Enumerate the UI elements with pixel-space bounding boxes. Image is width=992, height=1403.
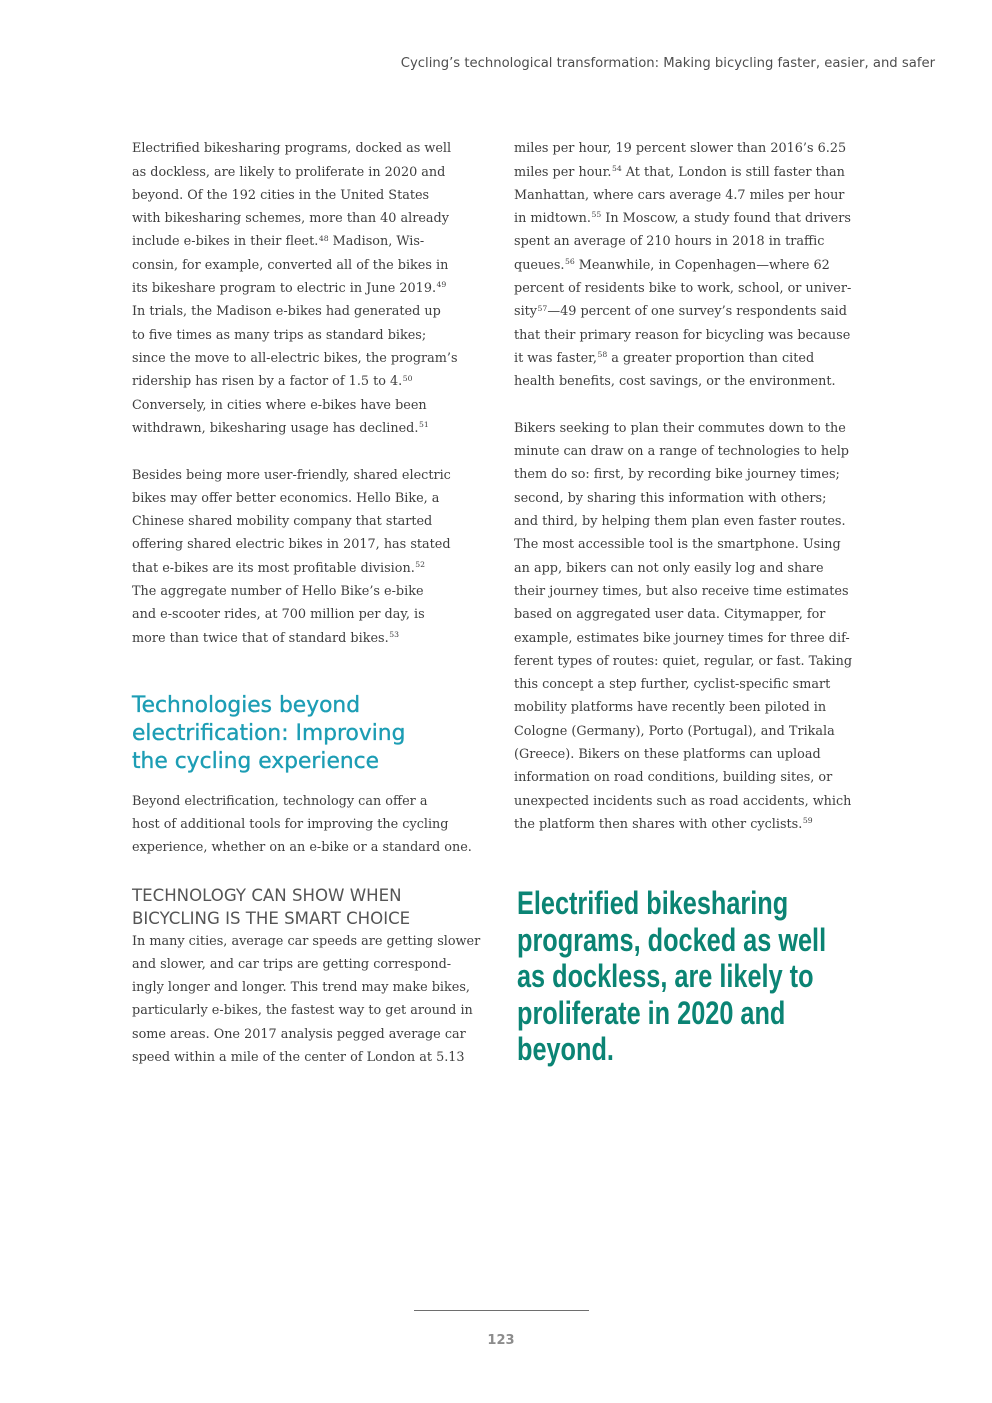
body-text-line bbox=[514, 673, 852, 696]
body-text-line bbox=[514, 813, 852, 836]
section-heading-line bbox=[132, 692, 405, 720]
text-run: BICYCLING IS THE SMART CHOICE bbox=[132, 908, 411, 928]
text-run: TECHNOLOGY CAN SHOW WHEN bbox=[132, 885, 402, 905]
subheading bbox=[132, 884, 410, 931]
running-header: Cycling’s technological transformation: Making bicycling faster, easier, and safer bbox=[400, 56, 935, 71]
text-run: Electrified bikesharing bbox=[517, 885, 789, 921]
body-text-line bbox=[514, 766, 852, 789]
text-run: example, estimates bike journey times for three dif- bbox=[514, 630, 850, 646]
body-text-line bbox=[514, 487, 852, 510]
body-paragraph bbox=[132, 790, 472, 860]
text-run: The aggregate number of Hello Bike’s e-bike bbox=[132, 583, 424, 599]
text-run: unexpected incidents such as road accidents, which bbox=[514, 793, 852, 809]
body-paragraph bbox=[132, 930, 480, 1070]
pull-quote-line bbox=[517, 1031, 826, 1068]
text-run: sity bbox=[514, 304, 538, 320]
text-run: minute can draw on a range of technologies to help bbox=[514, 444, 849, 460]
text-run: queues. bbox=[514, 257, 565, 273]
text-run: as dockless, are likely to bbox=[517, 958, 814, 994]
right-column bbox=[514, 0, 874, 1403]
body-text-line bbox=[514, 580, 852, 603]
body-text-line bbox=[514, 557, 852, 580]
footnote-ref: 57 bbox=[537, 303, 548, 313]
text-run: more than twice that of standard bikes. bbox=[132, 630, 389, 646]
text-run: the cycling experience bbox=[132, 749, 380, 774]
body-text-line bbox=[132, 976, 480, 999]
body-text-line bbox=[132, 277, 458, 300]
text-run: this concept a step further, cyclist-specific smart bbox=[514, 677, 831, 693]
text-run: Madison, Wis- bbox=[328, 234, 425, 250]
text-run: Electrified bikesharing programs, docked as well bbox=[132, 141, 452, 157]
text-run: information on road conditions, building sites, or bbox=[514, 770, 833, 786]
text-run: ridership has risen by a factor of 1.5 to 4. bbox=[132, 374, 403, 390]
body-text-line bbox=[132, 207, 458, 230]
body-text-line bbox=[514, 184, 851, 207]
body-text-line bbox=[514, 510, 852, 533]
text-run: ferent types of routes: quiet, regular, or fast. Taking bbox=[514, 653, 853, 669]
text-run: an app, bikers can not only easily log and share bbox=[514, 560, 824, 576]
body-text-line bbox=[132, 324, 458, 347]
subheading-line bbox=[132, 907, 410, 930]
section-heading bbox=[132, 692, 405, 776]
body-text-line bbox=[514, 533, 852, 556]
text-run: include e-bikes in their fleet. bbox=[132, 234, 319, 250]
text-run: its bikeshare program to electric in June 2019. bbox=[132, 281, 437, 297]
body-text-line bbox=[132, 487, 451, 510]
body-paragraph bbox=[514, 417, 852, 836]
body-text-line bbox=[132, 370, 458, 393]
text-run: as dockless, are likely to proliferate in 2020 and bbox=[132, 164, 446, 180]
footnote-ref: 58 bbox=[597, 350, 608, 360]
text-run: particularly e-bikes, the fastest way to get around in bbox=[132, 1003, 473, 1019]
body-text-line bbox=[132, 580, 451, 603]
body-text-line bbox=[132, 930, 480, 953]
body-text-line bbox=[132, 533, 451, 556]
text-run: miles per hour, 19 percent slower than 2016’s 6.25 bbox=[514, 141, 847, 157]
body-text-line bbox=[132, 417, 458, 440]
body-text-line bbox=[132, 813, 472, 836]
text-run: it was faster, bbox=[514, 350, 597, 366]
footnote-ref: 54 bbox=[611, 163, 622, 173]
pull-quote-line bbox=[517, 958, 826, 995]
body-text-line bbox=[132, 300, 458, 323]
text-run: in midtown. bbox=[514, 211, 591, 227]
text-run: beyond. Of the 192 cities in the United States bbox=[132, 187, 430, 203]
body-text-line bbox=[514, 440, 852, 463]
body-text-line bbox=[514, 230, 851, 253]
body-text-line bbox=[514, 603, 852, 626]
footnote-ref: 48 bbox=[318, 233, 329, 243]
pull-quote-line bbox=[517, 922, 826, 959]
footnote-ref: 49 bbox=[436, 280, 447, 290]
left-column bbox=[132, 0, 492, 1403]
footnote-ref: 59 bbox=[802, 816, 813, 826]
subheading-line bbox=[132, 884, 410, 907]
text-run: Besides being more user-friendly, shared electric bbox=[132, 467, 451, 483]
text-run: Cologne (Germany), Porto (Portugal), and Trikala bbox=[514, 723, 835, 739]
text-run: consin, for example, converted all of the bikes in bbox=[132, 257, 449, 273]
body-text-line bbox=[132, 184, 458, 207]
text-run: offering shared electric bikes in 2017, has stated bbox=[132, 537, 451, 553]
footnote-ref: 52 bbox=[415, 559, 426, 569]
text-run: Meanwhile, in Copenhagen—where 62 bbox=[574, 257, 830, 273]
section-heading-line bbox=[132, 720, 405, 748]
text-run: based on aggregated user data. Citymapper, for bbox=[514, 607, 826, 623]
body-text-line bbox=[514, 463, 852, 486]
body-text-line bbox=[132, 230, 458, 253]
body-text-line bbox=[132, 1046, 480, 1069]
text-run: and third, by helping them plan even faster routes. bbox=[514, 514, 846, 530]
text-run: mobility platforms have recently been piloted in bbox=[514, 700, 827, 716]
body-text-line bbox=[132, 836, 472, 859]
body-text-line bbox=[514, 277, 851, 300]
body-text-line bbox=[132, 464, 451, 487]
pull-quote-line bbox=[517, 885, 826, 922]
text-run: At that, London is still faster than bbox=[621, 164, 845, 180]
text-run: health benefits, cost savings, or the environment. bbox=[514, 374, 836, 390]
body-text-line bbox=[132, 953, 480, 976]
body-text-line bbox=[514, 650, 852, 673]
body-text-line bbox=[514, 627, 852, 650]
text-run: experience, whether on an e-bike or a standard one. bbox=[132, 840, 472, 856]
body-text-line bbox=[514, 137, 851, 160]
section-heading-line bbox=[132, 748, 405, 776]
text-run: to five times as many trips as standard bikes; bbox=[132, 327, 427, 343]
text-run: miles per hour. bbox=[514, 164, 612, 180]
body-text-line bbox=[132, 999, 480, 1022]
text-run: Manhattan, where cars average 4.7 miles per hour bbox=[514, 187, 845, 203]
text-run: and e-scooter rides, at 700 million per day, is bbox=[132, 607, 425, 623]
text-run: speed within a mile of the center of London at 5.13 bbox=[132, 1049, 465, 1065]
text-run: with bikesharing schemes, more than 40 already bbox=[132, 211, 449, 227]
text-run: that e-bikes are its most profitable division. bbox=[132, 560, 415, 576]
text-run: The most accessible tool is the smartphone. Using bbox=[514, 537, 841, 553]
text-run: the platform then shares with other cyclists. bbox=[514, 816, 803, 832]
body-text-line bbox=[514, 790, 852, 813]
text-run: In Moscow, a study found that drivers bbox=[601, 211, 851, 227]
text-run: bikes may offer better economics. Hello Bike, a bbox=[132, 490, 440, 506]
body-text-line bbox=[132, 161, 458, 184]
footnote-ref: 51 bbox=[418, 420, 429, 430]
text-run: host of additional tools for improving the cycling bbox=[132, 816, 449, 832]
text-run: Conversely, in cities where e-bikes have been bbox=[132, 397, 427, 413]
text-run: —49 percent of one survey’s respondents said bbox=[547, 304, 847, 320]
body-text-line bbox=[514, 743, 852, 766]
text-run: a greater proportion than cited bbox=[607, 350, 815, 366]
body-text-line bbox=[132, 254, 458, 277]
body-text-line bbox=[514, 696, 852, 719]
text-run: proliferate in 2020 and bbox=[517, 994, 786, 1031]
body-text-line bbox=[132, 137, 458, 160]
text-run: percent of residents bike to work, school, or univer- bbox=[514, 281, 852, 297]
text-run: some areas. One 2017 analysis pegged average car bbox=[132, 1026, 466, 1042]
footer-rule bbox=[414, 1310, 589, 1311]
body-text-line bbox=[514, 417, 852, 440]
text-run: (Greece). Bikers on these platforms can upload bbox=[514, 747, 821, 763]
text-run: beyond. bbox=[517, 1031, 614, 1067]
body-paragraph bbox=[514, 137, 851, 393]
body-text-line bbox=[514, 347, 851, 370]
text-run: electrification: Improving bbox=[132, 721, 406, 746]
text-run: Bikers seeking to plan their commutes down to the bbox=[514, 420, 846, 436]
text-run: Chinese shared mobility company that started bbox=[132, 514, 433, 530]
text-run: second, by sharing this information with others; bbox=[514, 490, 827, 506]
footnote-ref: 55 bbox=[591, 210, 602, 220]
text-run: withdrawn, bikesharing usage has declined. bbox=[132, 420, 419, 436]
body-text-line bbox=[514, 254, 851, 277]
pull-quote bbox=[517, 885, 826, 1068]
body-text-line bbox=[132, 394, 458, 417]
footnote-ref: 53 bbox=[389, 629, 399, 639]
body-text-line bbox=[132, 1023, 480, 1046]
text-run: programs, docked as well bbox=[517, 921, 827, 958]
text-run: In trials, the Madison e-bikes had generated up bbox=[132, 304, 441, 320]
body-text-line bbox=[132, 510, 451, 533]
body-text-line bbox=[132, 557, 451, 580]
body-text-line bbox=[514, 207, 851, 230]
page-number: 123 bbox=[487, 1333, 515, 1348]
body-text-line bbox=[514, 370, 851, 393]
footnote-ref: 50 bbox=[402, 373, 413, 383]
text-run: that their primary reason for bicycling was because bbox=[514, 327, 851, 343]
body-paragraph bbox=[132, 137, 458, 440]
text-run: ingly longer and longer. This trend may make bikes, bbox=[132, 980, 470, 996]
body-text-line bbox=[514, 324, 851, 347]
body-text-line bbox=[132, 347, 458, 370]
body-text-line bbox=[514, 720, 852, 743]
body-text-line bbox=[514, 300, 851, 323]
text-run: and slower, and car trips are getting correspond- bbox=[132, 956, 452, 972]
pull-quote-line bbox=[517, 995, 826, 1032]
text-run: them do so: first, by recording bike journey times; bbox=[514, 467, 840, 483]
text-run: since the move to all-electric bikes, the program’s bbox=[132, 350, 458, 366]
text-run: spent an average of 210 hours in 2018 in traffic bbox=[514, 234, 825, 250]
body-text-line bbox=[132, 790, 472, 813]
text-run: their journey times, but also receive time estimates bbox=[514, 583, 849, 599]
body-text-line bbox=[132, 603, 451, 626]
text-run: Technologies beyond bbox=[132, 693, 361, 718]
body-text-line bbox=[132, 627, 451, 650]
body-paragraph bbox=[132, 464, 451, 650]
text-run: In many cities, average car speeds are getting slower bbox=[132, 933, 481, 949]
footnote-ref: 56 bbox=[564, 257, 575, 267]
body-text-line bbox=[514, 161, 851, 184]
text-run: Beyond electrification, technology can offer a bbox=[132, 793, 428, 809]
